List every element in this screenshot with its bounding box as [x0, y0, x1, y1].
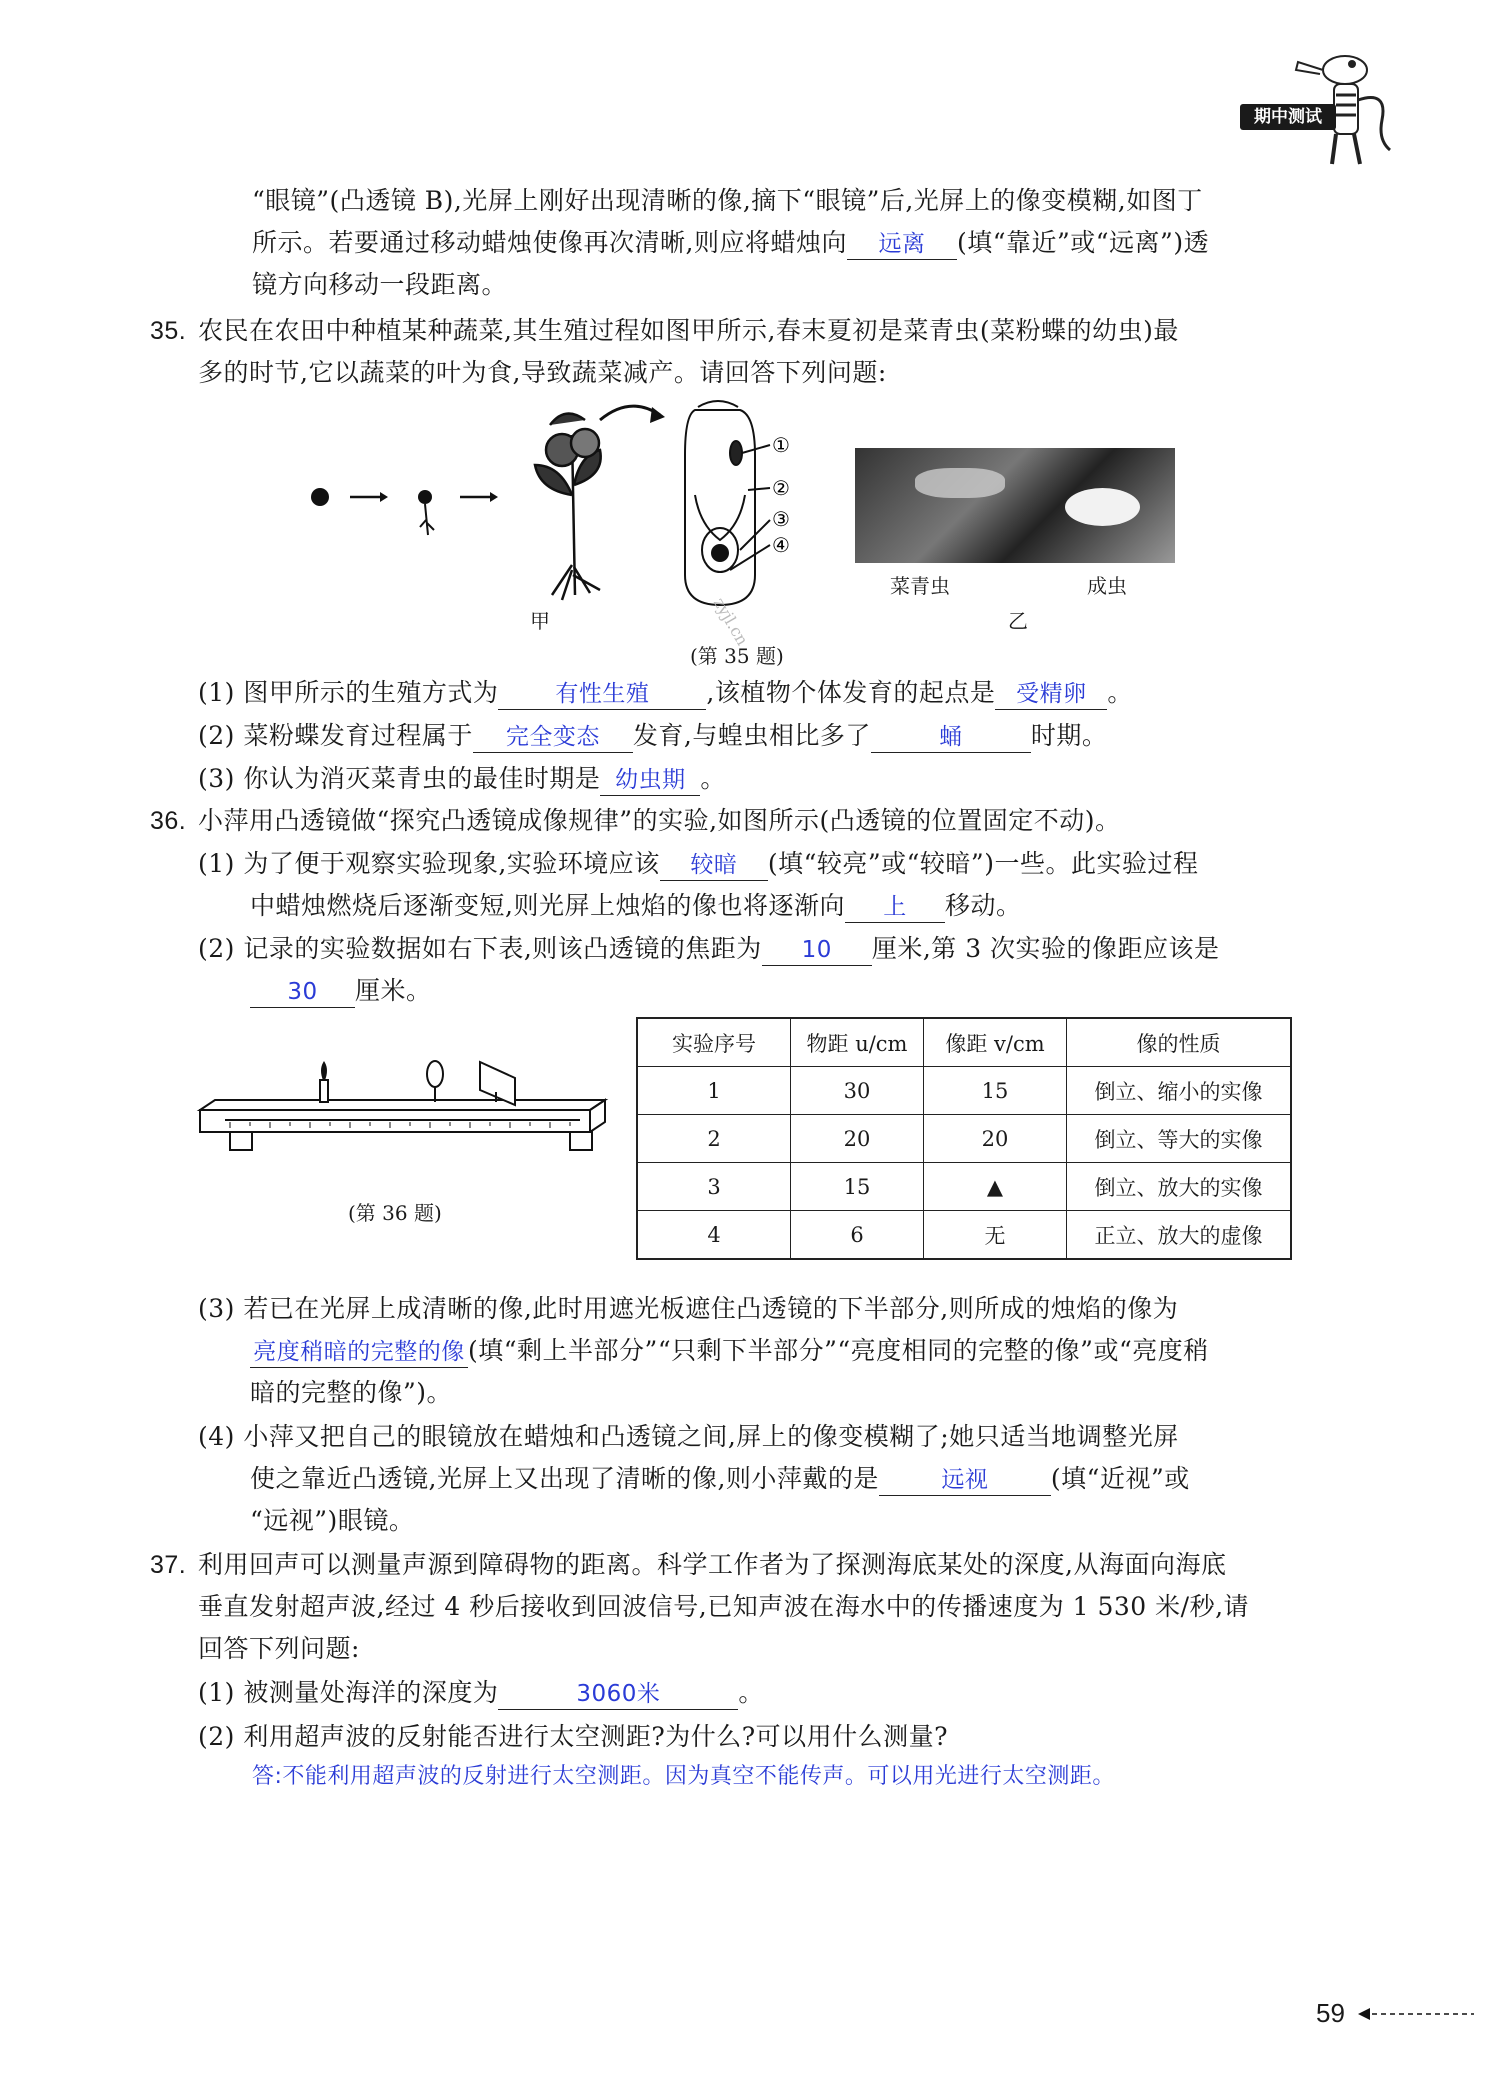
table-row [637, 1067, 1291, 1115]
table-row [637, 1163, 1291, 1211]
seed-icon [311, 488, 329, 506]
q36-part-2a: (2) 记录的实验数据如右下表,则该凸透镜的焦距为 10 厘米,第 3 次实验的像距应该是 [198, 928, 1220, 970]
q35-part-2: (2) 菜粉蝶发育过程属于 完全变态 发育,与蝗虫相比多了 蛹 时期。 [198, 715, 1107, 757]
table-header: 像距 v/cm [924, 1018, 1067, 1067]
fig-label-2: ② [772, 476, 790, 500]
q35-answer-2: 受精卵 [995, 679, 1107, 710]
table-cell: 倒立、放大的实像 [1067, 1163, 1292, 1211]
experiment-table [636, 1017, 1292, 1260]
q36-part-1b: 中蜡烛燃烧后逐渐变短,则光屏上烛焰的像也将逐渐向 上 移动。 [250, 885, 1021, 927]
optical-bench-figure [190, 1060, 620, 1190]
q36-line-1: 小萍用凸透镜做“探究凸透镜成像规律”的实验,如图所示(凸透镜的位置固定不动)。 [198, 806, 1121, 835]
table-cell: 无 [924, 1211, 1067, 1260]
fig-yi-label: 乙 [1008, 609, 1028, 633]
flowering-plant-icon [535, 414, 601, 600]
q35-number: 35. [150, 317, 187, 345]
table-cell: 1 [637, 1067, 791, 1115]
table-header: 像的性质 [1067, 1018, 1292, 1067]
q36-part-3b: 亮度稍暗的完整的像 (填“剩上半部分”“只剩下半部分”“亮度相同的完整的像”或“亮度稍 [250, 1330, 1209, 1372]
section-badge: 期中测试 [1240, 104, 1336, 130]
table-cell: 6 [791, 1211, 924, 1260]
q37-number: 37. [150, 1551, 187, 1579]
q36-part-3a: (3) 若已在光屏上成清晰的像,此时用遮光板遮住凸透镜的下半部分,则所成的烛焰的像为 [198, 1294, 1179, 1323]
q35-answer-3: 完全变态 [473, 722, 633, 753]
q36-part-3c: 暗的完整的像”)。 [250, 1378, 453, 1407]
watermark: zyjl.cn [709, 594, 753, 649]
q37-answer-2: 答:不能利用超声波的反射进行太空测距。因为真空不能传声。可以用光进行太空测距。 [252, 1764, 1115, 1789]
table-cell: 20 [924, 1115, 1067, 1163]
q36-part-4a: (4) 小萍又把自己的眼镜放在蜡烛和凸透镜之间,屏上的像变模糊了;她只适当地调整光屏 [198, 1422, 1179, 1451]
candle-icon [320, 1080, 328, 1102]
q37-answer-1: 3060米 [498, 1679, 738, 1710]
q36-caption: (第 36 题) [348, 1201, 442, 1225]
pistil-diagram [685, 401, 770, 605]
table-cell: 倒立、缩小的实像 [1067, 1067, 1292, 1115]
caterpillar-photo [855, 448, 1175, 563]
fig-jia-label: 甲 [530, 609, 550, 633]
q36-part-1a: (1) 为了便于观察实验现象,实验环境应该 较暗 (填“较亮”或“较暗”)一些。此实验过程 [198, 843, 1198, 885]
q35-caption: (第 35 题) [690, 644, 784, 668]
q36-answer-2: 上 [845, 892, 945, 923]
table-header-row [637, 1018, 1291, 1067]
q37-line-1: 利用回声可以测量声源到障碍物的距离。科学工作者为了探测海底某处的深度,从海面向海底 [198, 1550, 1227, 1579]
lens-icon [427, 1061, 443, 1087]
q34-line-3: 镜方向移动一段距离。 [252, 270, 508, 299]
seedling-icon [418, 490, 434, 535]
photo-caption-left: 菜青虫 [890, 574, 950, 598]
table-cell: 正立、放大的虚像 [1067, 1211, 1292, 1260]
fig-label-3: ③ [772, 507, 790, 531]
table-cell: 2 [637, 1115, 791, 1163]
q34-line-2: 所示。若要通过移动蜡烛使像再次清晰,则应将蜡烛向 远离 (填“靠近”或“远离”)透 [252, 222, 1209, 264]
q35-answer-1: 有性生殖 [498, 679, 706, 710]
table-cell: 15 [924, 1067, 1067, 1115]
q37-part-2: (2) 利用超声波的反射能否进行太空测距?为什么?可以用什么测量? [198, 1722, 949, 1751]
table-row [637, 1211, 1291, 1260]
q35-line-1: 农民在农田中种植某种蔬菜,其生殖过程如图甲所示,春末夏初是菜青虫(菜粉蝶的幼虫)最 [198, 316, 1179, 345]
table-cell: 倒立、等大的实像 [1067, 1115, 1292, 1163]
q34-line-1: “眼镜”(凸透镜 B),光屏上刚好出现清晰的像,摘下“眼镜”后,光屏上的像变模糊,如图丁 [252, 186, 1203, 215]
q35-answer-5: 幼虫期 [600, 765, 700, 796]
fig-label-4: ④ [772, 533, 790, 557]
q35-part-1: (1) 图甲所示的生殖方式为 有性生殖 ,该植物个体发育的起点是 受精卵 。 [198, 672, 1133, 714]
q37-line-3: 回答下列问题: [198, 1634, 360, 1663]
page-number: 59 [1316, 1998, 1345, 2028]
table-header: 实验序号 [637, 1018, 791, 1067]
q36-number: 36. [150, 807, 187, 835]
table-cell: 4 [637, 1211, 791, 1260]
q36-answer-4: 30 [250, 977, 355, 1008]
fig-label-1: ① [772, 433, 790, 457]
q36-answer-3: 10 [762, 935, 872, 966]
q36-part-4b: 使之靠近凸透镜,光屏上又出现了清晰的像,则小萍戴的是 远视 (填“近视”或 [250, 1458, 1190, 1500]
table-cell: 3 [637, 1163, 791, 1211]
photo-caption-right: 成虫 [1087, 574, 1127, 598]
q36-answer-5: 亮度稍暗的完整的像 [250, 1337, 468, 1368]
arrow-left-icon [1356, 2007, 1476, 2021]
q35-part-3: (3) 你认为消灭菜青虫的最佳时期是 幼虫期 。 [198, 758, 726, 800]
table-header: 物距 u/cm [791, 1018, 924, 1067]
screen-icon [480, 1062, 515, 1105]
table-row [637, 1115, 1291, 1163]
table-cell: 15 [791, 1163, 924, 1211]
q36-part-2b: 30 厘米。 [250, 970, 432, 1012]
q37-line-2: 垂直发射超声波,经过 4 秒后接收到回波信号,已知声波在海水中的传播速度为 1 530 米/秒,请 [198, 1592, 1250, 1621]
table-cell: 20 [791, 1115, 924, 1163]
q36-answer-6: 远视 [879, 1465, 1051, 1496]
table-cell: 30 [791, 1067, 924, 1115]
q35-line-2: 多的时节,它以蔬菜的叶为食,导致蔬菜减产。请回答下列问题: [198, 358, 887, 387]
q35-answer-4: 蛹 [871, 722, 1031, 753]
table-cell: ▲ [924, 1163, 1067, 1211]
q37-part-1: (1) 被测量处海洋的深度为 3060米 。 [198, 1672, 764, 1714]
q36-part-4c: “远视”)眼镜。 [250, 1506, 415, 1535]
q34-answer: 远离 [847, 229, 957, 260]
plant-lifecycle-figure [300, 395, 800, 625]
q36-answer-1: 较暗 [660, 850, 768, 881]
